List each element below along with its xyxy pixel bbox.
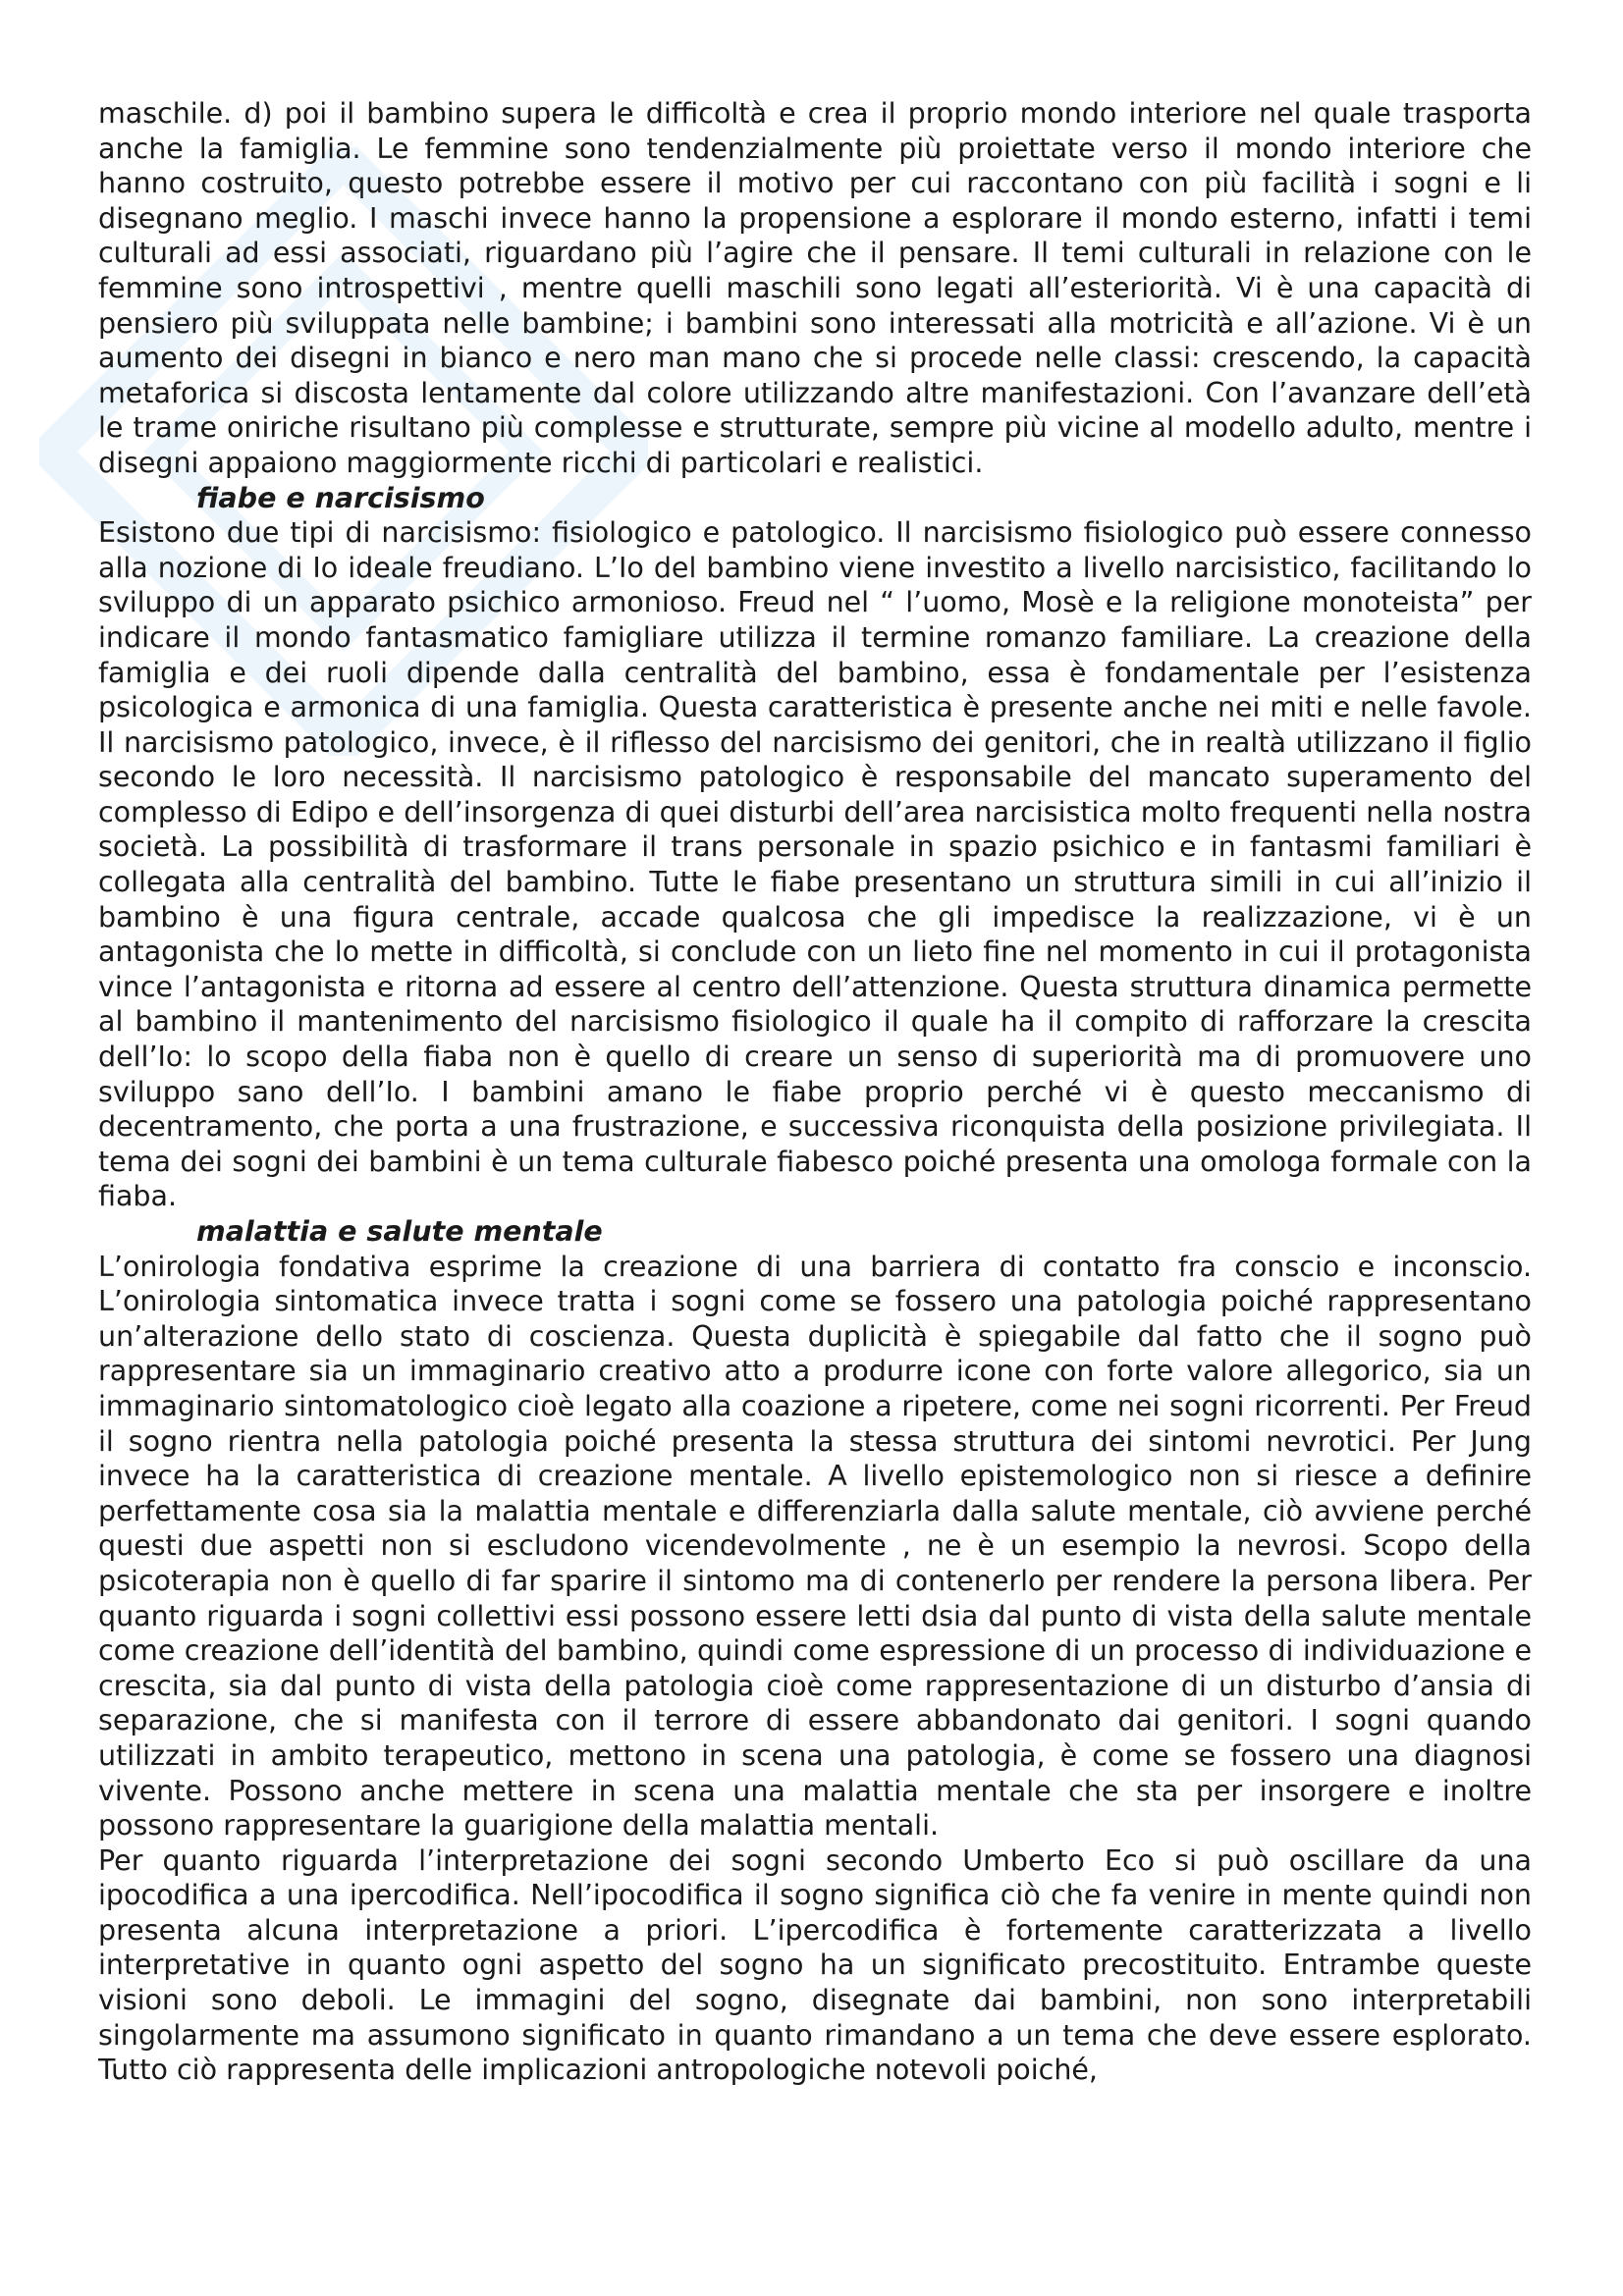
- section-heading-fiabe: fiabe e narcisismo: [196, 481, 485, 514]
- paragraph-narcisismo: Esistono due tipi di narcisismo: fisiologico e patologico. Il narcisismo fisiologico può essere connesso alla nozione di Io ideale freudiano. L’Io del bambino viene investito a livello narcisistico, facilitando lo sviluppo di un apparato psichico armonioso. Freud nel “ l’uomo, Mosè e la religione monoteista” per indicare il mondo fantasmatico famigliare utilizza il termine romanzo familiare. La creazione della famiglia e dei ruoli dipende dalla centralità del bambino, essa è fondamentale per l’esistenza psicologica e armonica di una famiglia. Questa caratteristica è presente anche nei miti e nelle favole. Il narcisismo patologico, invece, è il riflesso del narcisismo dei genitori, che in realtà utilizzano il figlio secondo le loro necessità. Il narcisismo patologico è responsabile del mancato superamento del complesso di Edipo e dell’insorgenza di quei disturbi dell’area narcisistica molto frequenti nella nostra società. La possibilità di trasformare il trans personale in spazio psichico e in fantasmi familiari è collegata alla centralità del bambino. Tutte le fiabe presentano un struttura simili in cui all’inizio il bambino è una figura centrale, accade qualcosa che gli impedisce la realizzazione, vi è un antagonista che lo mette in difficoltà, si conclude con un lieto fine nel momento in cui il protagonista vince l’antagonista e ritorna ad essere al centro dell’attenzione. Questa struttura dinamica permette al bambino il mantenimento del narcisismo fisiologico il quale ha il compito di rafforzare la crescita dell’Io: lo scopo della fiaba non è quello di creare un senso di superiorità ma di promuovere uno sviluppo sano dell’Io. I bambini amano le fiabe proprio perché vi è questo meccanismo di decentramento, che porta a una frustrazione, e successiva riconquista della posizione privilegiata. Il tema dei sogni dei bambini è un tema culturale fiabesco poiché presenta una omologa formale con la fiaba.: [98, 516, 1532, 1213]
- document-page: [98, 96, 1532, 2088]
- paragraph-intro: maschile. d) poi il bambino supera le difficoltà e crea il proprio mondo interiore nel quale trasporta anche la famiglia. Le femmine sono tendenzialmente più proiettate verso il mondo interiore che hanno costruito, questo potrebbe essere il motivo per cui raccontano con più facilità i sogni e li disegnano meglio. I maschi invece hanno la propensione a esplorare il mondo esterno, infatti i temi culturali ad essi associati, riguardano più l’agire che il pensare. Il temi culturali in relazione con le femmine sono introspettivi , mentre quelli maschili sono legati all’esteriorità. Vi è una capacità di pensiero più sviluppata nelle bambine; i bambini sono interessati alla motricità e all’azione. Vi è un aumento dei disegni in bianco e nero man mano che si procede nelle classi: crescendo, la capacità metaforica si discosta lentamente dal colore utilizzando altre manifestazioni. Con l’avanzare dell’età le trame oniriche risultano più complesse e strutturate, sempre più vicine al modello adulto, mentre i disegni appaiono maggiormente ricchi di particolari e realistici.: [98, 97, 1532, 479]
- section-heading-malattia: malattia e salute mentale: [196, 1215, 603, 1248]
- paragraph-malattia: L’onirologia fondativa esprime la creazione di una barriera di contatto fra conscio e inconscio. L’onirologia sintomatica invece tratta i sogni come se fossero una patologia poiché rappresentano un’alterazione dello stato di coscienza. Questa duplicità è spiegabile dal fatto che il sogno può rappresentare sia un immaginario creativo atto a produrre icone con forte valore allegorico, sia un immaginario sintomatologico cioè legato alla coazione a ripetere, come nei sogni ricorrenti. Per Freud il sogno rientra nella patologia poiché presenta la stessa struttura dei sintomi nevrotici. Per Jung invece ha la caratteristica di creazione mentale. A livello epistemologico non si riesce a definire perfettamente cosa sia la malattia mentale e differenziarla dalla salute mentale, ciò avviene perché questi due aspetti non si escludono vicendevolmente , ne è un esempio la nevrosi. Scopo della psicoterapia non è quello di far sparire il sintomo ma di contenerlo per rendere la persona libera. Per quanto riguarda i sogni collettivi essi possono essere letti dsia dal punto di vista della salute mentale come creazione dell’identità del bambino, quindi come espressione di un processo di individuazione e crescita, sia dal punto di vista della patologia cioè come rappresentazione di un disturbo d’ansia di separazione, che si manifesta con il terrore di essere abbandonato dai genitori. I sogni quando utilizzati in ambito terapeutico, mettono in scena una patologia, è come se fossero una diagnosi vivente. Possono anche mettere in scena una malattia mentale che sta per insorgere e inoltre possono rappresentare la guarigione della malattia mentali.: [98, 1250, 1532, 1842]
- paragraph-eco: Per quanto riguarda l’interpretazione dei sogni secondo Umberto Eco si può oscillare da una ipocodifica a una ipercodifica. Nell’ipocodifica il sogno significa ciò che fa venire in mente quindi non presenta alcuna interpretazione a priori. L’ipercodifica è fortemente caratterizzata a livello interpretative in quanto ogni aspetto del sogno ha un significato precostituito. Entrambe queste visioni sono deboli. Le immagini del sogno, disegnate dai bambini, non sono interpretabili singolarmente ma assumono significato in quanto rimandano a un tema che deve essere esplorato. Tutto ciò rappresenta delle implicazioni antropologiche notevoli poiché,: [98, 1843, 1532, 2087]
